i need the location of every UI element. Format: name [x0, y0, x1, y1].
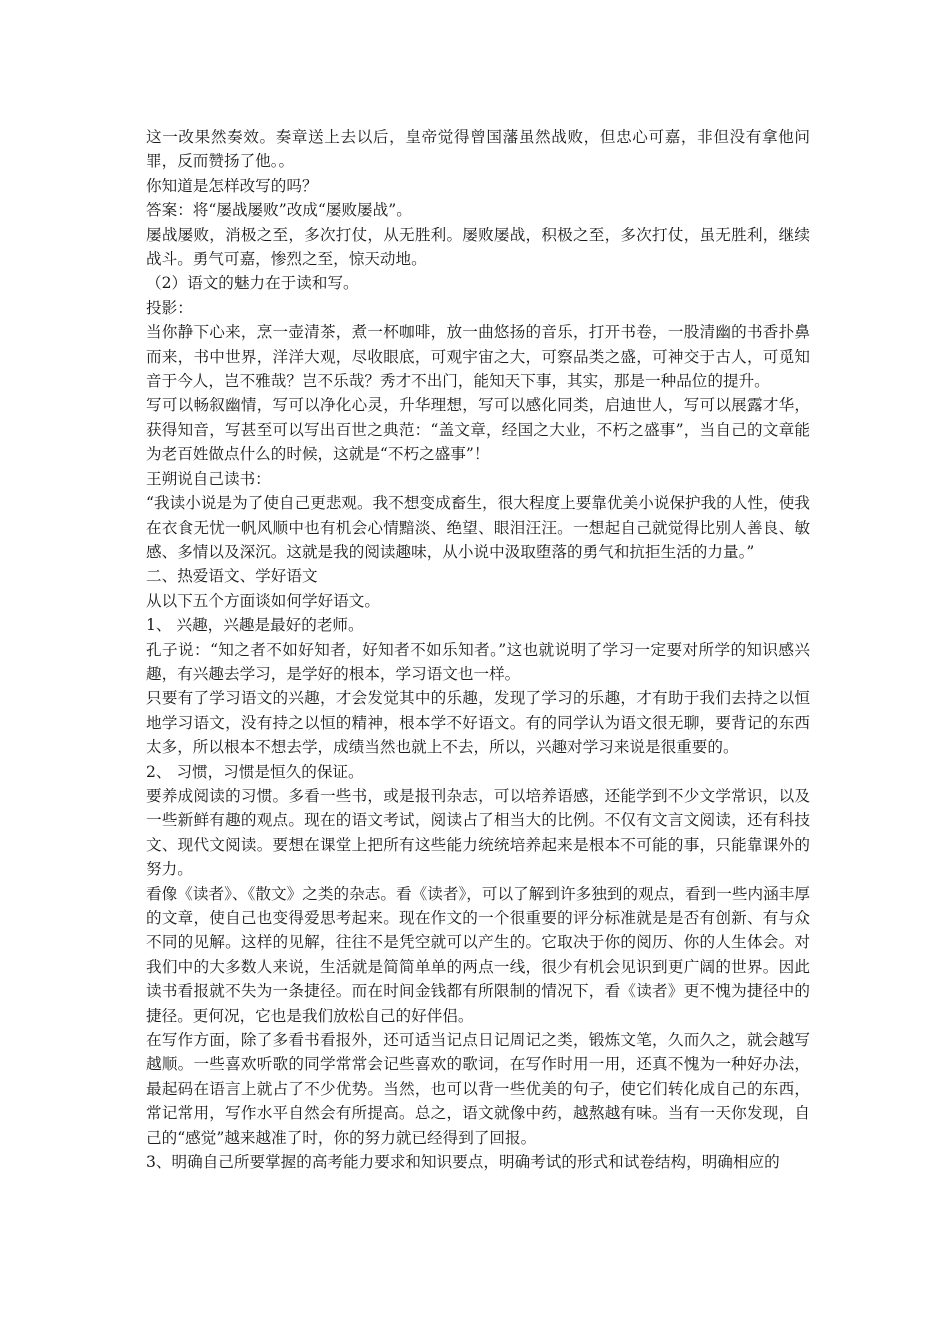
paragraph: 在写作方面，除了多看书看报外，还可适当记点日记周记之类，锻炼文笔，久而久之，就会越写越顺。一些喜欢听歌的同学常常会记些喜欢的歌词，在写作时用一用，还真不愧为一种好办法，最起码在语言上就占了不少优势。当然，也可以背一些优美的句子，使它们转化成自己的东西，常记常用，写作水平自然会有所提高。总之，语文就像中药，越熬越有味。当有一天你发现，自己的“感觉”越来越准了时，你的努力就已经得到了回报。	[146, 1031, 810, 1147]
paragraph: 当你静下心来，烹一壶清茶，煮一杯咖啡，放一曲悠扬的音乐，打开书卷，一股清幽的书香扑鼻而来，书中世界，洋洋大观，尽收眼底，可观宇宙之大，可察品类之盛，可神交于古人，可觅知音于今人，岂不雅哉？岂不乐哉？秀才不出门，能知天下事，其实，那是一种品位的提升。	[146, 323, 810, 391]
paragraph: 只要有了学习语文的兴趣，才会发觉其中的乐趣，发现了学习的乐趣，才有助于我们去持之以恒地学习语文，没有持之以恒的精神，根本学不好语文。有的同学认为语文很无聊，要背记的东西太多，所以根本不想去学，成绩当然也就上不去，所以，兴趣对学习来说是很重要的。	[146, 689, 810, 757]
document-body	[146, 125, 810, 1174]
paragraph: 从以下五个方面谈如何学好语文。	[146, 591, 380, 610]
list-item-heading: 3、明确自己所要掌握的高考能力要求和知识要点，明确考试的形式和试卷结构，明确相应的	[146, 1153, 780, 1172]
paragraph: （2）语文的魅力在于读和写。	[146, 274, 359, 293]
paragraph: 你知道是怎样改写的吗？	[146, 176, 318, 195]
paragraph: 要养成阅读的习惯。多看一些书，或是报刊杂志，可以培养语感，还能学到不少文学常识，以及一些新鲜有趣的观点。现在的语文考试，阅读占了相当大的比例。不仅有文言文阅读，还有科技文、现代文阅读。要想在课堂上把所有这些能力统统培养起来是根本不可能的事，只能靠课外的努力。	[146, 786, 810, 879]
list-item-heading: 1、 兴趣，兴趣是最好的老师。	[146, 616, 364, 635]
section-heading: 二、热爱语文、学好语文	[146, 567, 318, 586]
paragraph: 屡战屡败，消极之至，多次打仗，从无胜利。屡败屡战，积极之至，多次打仗，虽无胜利，继续战斗。勇气可嘉，惨烈之至，惊天动地。	[146, 225, 810, 269]
list-item-heading: 2、 习惯，习惯是恒久的保证。	[146, 762, 364, 781]
paragraph: 投影：	[146, 298, 193, 317]
paragraph: 答案：将“屡战屡败”改成“屡败屡战”。	[146, 201, 412, 220]
paragraph: 这一改果然奏效。奏章送上去以后，皇帝觉得曾国藩虽然战败，但忠心可嘉，非但没有拿他问罪，反而赞扬了他。。	[146, 128, 810, 171]
paragraph: 写可以畅叙幽情，写可以净化心灵，升华理想，写可以感化同类，启迪世人，写可以展露才华，获得知音，写甚至可以写出百世之典范：“盖文章，经国之大业，不朽之盛事”，当自己的文章能为老百姓做点什么的时候，这就是“不朽之盛事”！	[146, 396, 810, 464]
paragraph: 看像《读者》、《散文》之类的杂志。看《读者》，可以了解到许多独到的观点，看到一些内涵丰厚的文章，使自己也变得爱思考起来。现在作文的一个很重要的评分标准就是是否有创新、有与众不同的见解。这样的见解，往往不是凭空就可以产生的。它取决于你的阅历、你的人生体会。对我们中的大多数人来说，生活就是简简单单的两点一线，很少有机会见识到更广阔的世界。因此读书看报就不失为一条捷径。而在时间金钱都有所限制的情况下，看《读者》更不愧为捷径中的捷径。更何况，它也是我们放松自己的好伴侣。	[146, 884, 810, 1025]
paragraph: 王朔说自己读书：	[146, 469, 271, 488]
paragraph: 孔子说：“知之者不如好知者，好知者不如乐知者。”这也就说明了学习一定要对所学的知识感兴趣，有兴趣去学习，是学好的根本，学习语文也一样。	[146, 640, 810, 683]
paragraph: “我读小说是为了使自己更悲观。我不想变成畜生，很大程度上要靠优美小说保护我的人性，使我在衣食无忧一帆风顺中也有机会心情黯淡、绝望、眼泪汪汪。一想起自己就觉得比别人善良、敏感、多情以及深沉。这就是我的阅读趣味，从小说中汲取堕落的勇气和抗拒生活的力量。”	[146, 494, 810, 561]
